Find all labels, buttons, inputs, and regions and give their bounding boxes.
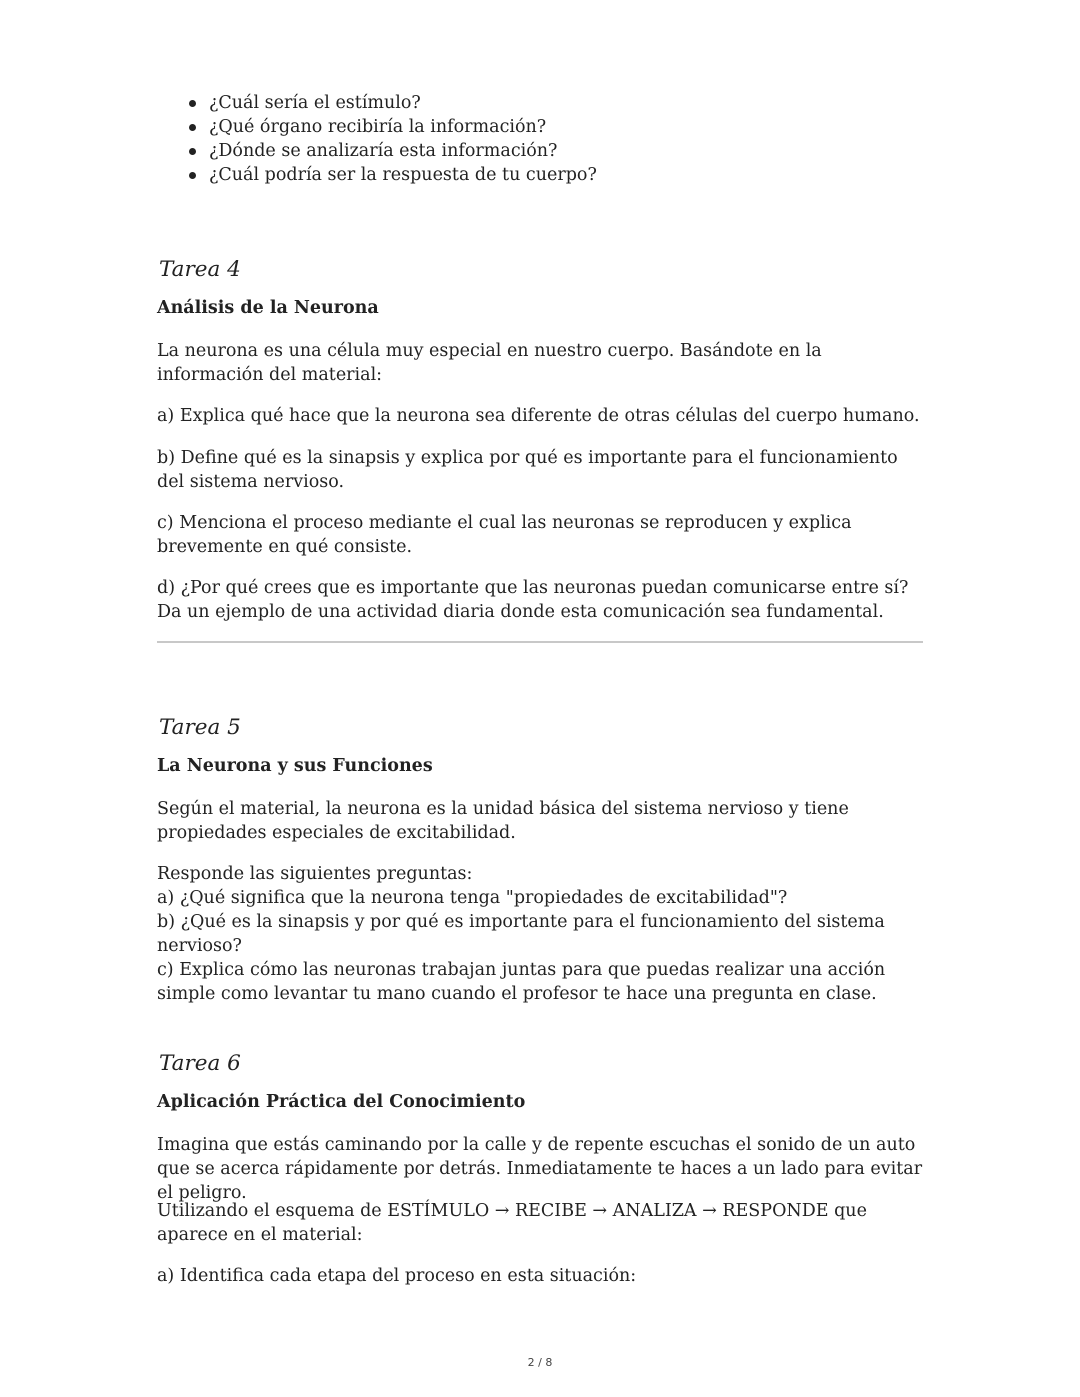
task5-lead: Responde las siguientes preguntas: [157,864,473,884]
task4-question-d: d) ¿Por qué crees que es importante que las neuronas puedan comunicarse entre sí? Da un ejemplo de una actividad diaria donde esta comunicación sea fundamental. [157,578,909,622]
task5-questions [157,862,923,1006]
intro-question-list [157,91,975,187]
task4-question-b: b) Define qué es la sinapsis y explica por qué es importante para el funcionamiento del sistema nervioso. [157,448,898,492]
task6-intro: Imagina que estás caminando por la calle y de repente escuchas el sonido de un auto que se acerca rápidamente por detrás. Inmediatamente te haces a un lado para evitar el peligro. [157,1135,923,1203]
section-divider [157,641,923,643]
list-item: ¿Qué órgano recibiría la información? [209,115,975,139]
task5-subtitle: La Neurona y sus Funciones [157,756,433,776]
list-item: ¿Cuál podría ser la respuesta de tu cuerpo? [209,163,975,187]
list-item: ¿Dónde se analizaría esta información? [209,139,975,163]
page-number: 2 / 8 [527,1356,553,1369]
task4-subtitle: Análisis de la Neurona [157,298,379,318]
task4-question-c: c) Menciona el proceso mediante el cual las neuronas se reproducen y explica brevemente en qué consiste. [157,513,852,557]
list-item: ¿Cuál sería el estímulo? [209,91,975,115]
task5-question-b: b) ¿Qué es la sinapsis y por qué es importante para el funcionamiento del sistema nervioso? [157,912,885,956]
task5-question-c: c) Explica cómo las neuronas trabajan juntas para que puedas realizar una acción simple como levantar tu mano cuando el profesor te hace una pregunta en clase. [157,960,886,1004]
task4-intro: La neurona es una célula muy especial en nuestro cuerpo. Basándote en la información del material: [157,341,822,385]
task6-scheme: Utilizando el esquema de ESTÍMULO → RECIBE → ANALIZA → RESPONDE que aparece en el material: [157,1201,867,1245]
task5-title: Tarea 5 [159,715,241,740]
task6-subtitle: Aplicación Práctica del Conocimiento [157,1092,526,1112]
task6-title: Tarea 6 [159,1051,241,1076]
task4-title: Tarea 4 [159,257,241,282]
task6-question-a: a) Identifica cada etapa del proceso en esta situación: [157,1266,637,1286]
task4-question-a: a) Explica qué hace que la neurona sea diferente de otras células del cuerpo humano. [157,406,920,426]
task5-intro: Según el material, la neurona es la unidad básica del sistema nervioso y tiene propiedades especiales de excitabilidad. [157,799,849,843]
task5-question-a: a) ¿Qué significa que la neurona tenga "propiedades de excitabilidad"? [157,888,788,908]
